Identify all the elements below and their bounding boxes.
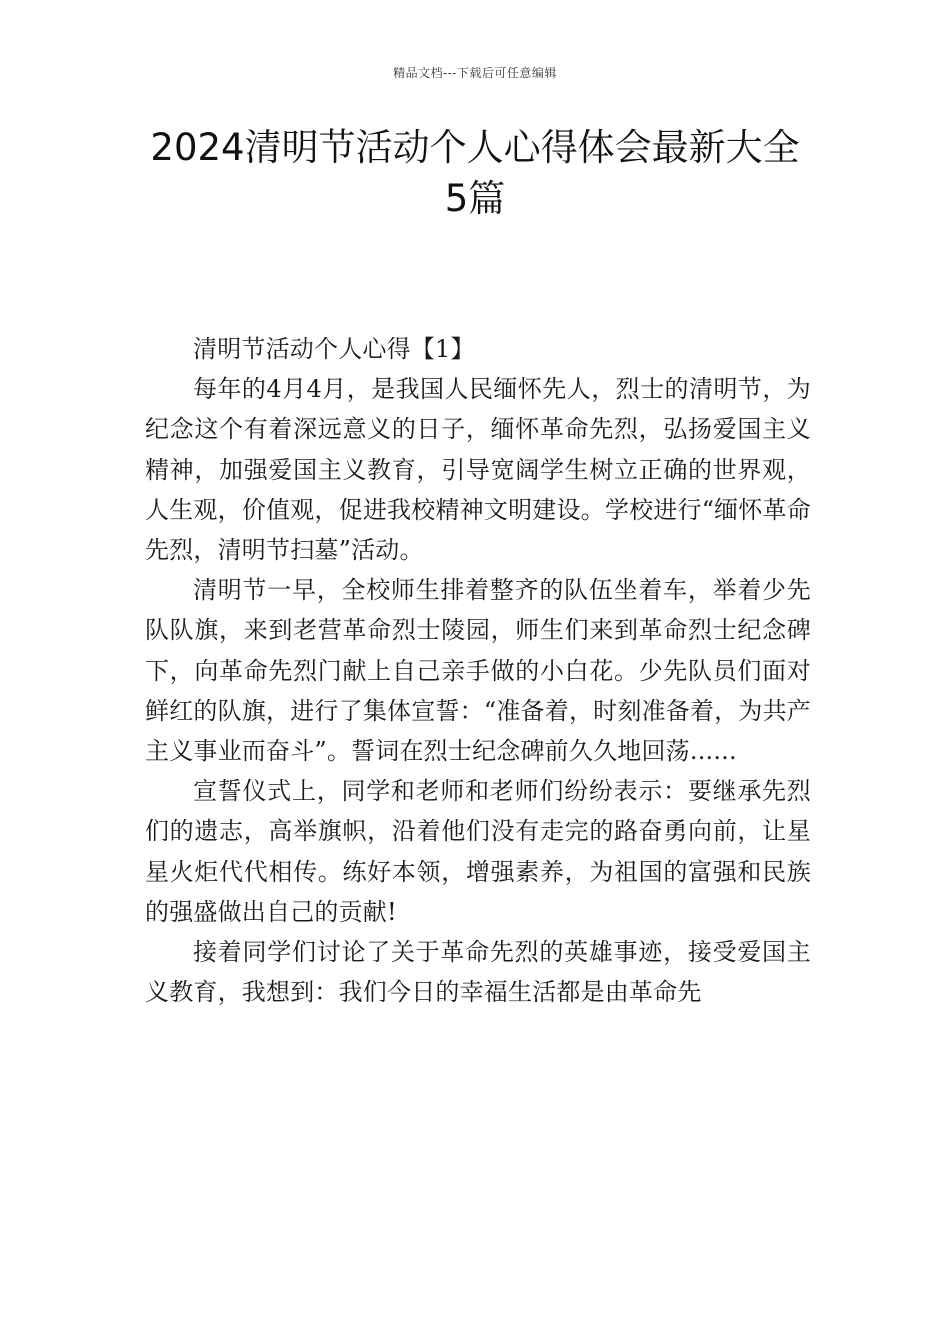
paragraph-4: 接着同学们讨论了关于革命先烈的英雄事迹，接受爱国主义教育，我想到：我们今日的幸福生活都是由革命先 bbox=[145, 938, 811, 1007]
title-line-1: 2024清明节活动个人心得体会最新大全 bbox=[150, 126, 800, 169]
paragraph-3: 宣誓仪式上，同学和老师和老师们纷纷表示：要继承先烈们的遗志，高举旗帜，沿着他们没有走完的路奋勇向前，让星星火炬代代相传。练好本领，增强素养，为祖国的富强和民族的强盛做出自己的贡献! bbox=[145, 777, 811, 926]
header-note: 精品文档---下载后可任意编辑 bbox=[393, 66, 557, 80]
title-line-2: 5篇 bbox=[444, 177, 506, 220]
paragraph-1: 每年的4月4月，是我国人民缅怀先人，烈士的清明节，为纪念这个有着深远意义的日子，缅怀革命先烈，弘扬爱国主义精神，加强爱国主义教育，引导宽阔学生树立正确的世界观，人生观，价值观，促进我校精神文明建设。学校进行“缅怀革命先烈，清明节扫墓”活动。 bbox=[145, 375, 811, 565]
document-title bbox=[100, 122, 850, 224]
document-body bbox=[145, 329, 811, 1012]
paragraph-2: 清明节一早，全校师生排着整齐的队伍坐着车，举着少先队队旗，来到老营革命烈士陵园，师生们来到革命烈士纪念碑下，向革命先烈门献上自己亲手做的小白花。少先队员们面对鲜红的队旗，进行了集体宣誓：“准备着，时刻准备着，为共产主义事业而奋斗”。誓词在烈士纪念碑前久久地回荡...... bbox=[145, 576, 811, 766]
section-heading: 清明节活动个人心得【1】 bbox=[193, 335, 475, 363]
